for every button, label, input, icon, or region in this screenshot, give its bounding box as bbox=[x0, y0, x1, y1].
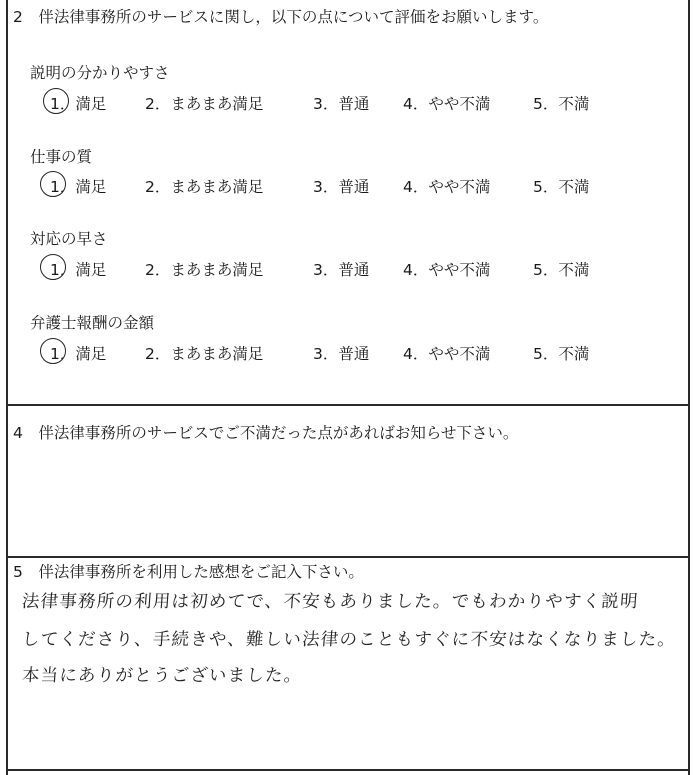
divider-q4-q5 bbox=[6, 556, 689, 558]
option-3[interactable]: 3．普通 bbox=[313, 95, 370, 113]
option-2[interactable]: 2．まあまあ満足 bbox=[145, 261, 264, 279]
option-1[interactable]: 1．満足 bbox=[50, 345, 107, 363]
option-4[interactable]: 4．やや不満 bbox=[403, 345, 491, 363]
rating-row bbox=[0, 256, 693, 278]
option-4[interactable]: 4．やや不満 bbox=[403, 261, 491, 279]
rating-row bbox=[0, 90, 693, 112]
option-3[interactable]: 3．普通 bbox=[313, 261, 370, 279]
option-5[interactable]: 5．不満 bbox=[533, 261, 590, 279]
option-4[interactable]: 4．やや不満 bbox=[403, 178, 491, 196]
option-5[interactable]: 5．不満 bbox=[533, 178, 590, 196]
q5-title: 5 伴法律事務所を利用した感想をご記入下さい。 bbox=[13, 563, 364, 581]
option-2[interactable]: 2．まあまあ満足 bbox=[145, 95, 264, 113]
rating-row bbox=[0, 173, 693, 195]
q2-item-label: 対応の早さ bbox=[30, 230, 108, 248]
option-2[interactable]: 2．まあまあ満足 bbox=[145, 178, 264, 196]
option-1[interactable]: 1．満足 bbox=[50, 261, 107, 279]
border-left bbox=[6, 0, 8, 775]
option-3[interactable]: 3．普通 bbox=[313, 178, 370, 196]
q4-title: 4 伴法律事務所のサービスでご不満だった点があればお知らせ下さい。 bbox=[13, 424, 519, 442]
q4-answer-area[interactable] bbox=[20, 450, 670, 546]
border-bottom bbox=[6, 769, 689, 771]
rating-row bbox=[0, 340, 693, 362]
q2-title: 2 伴法律事務所のサービスに関し，以下の点について評価をお願いします。 bbox=[13, 8, 549, 26]
handwritten-answer-line: 法律事務所の利用は初めてで、不安もありました。でもわかりやすく説明 bbox=[21, 592, 640, 612]
q2-item-label: 弁護士報酬の金額 bbox=[30, 314, 155, 332]
q2-item-label: 仕事の質 bbox=[30, 148, 93, 166]
option-1[interactable]: 1．満足 bbox=[50, 178, 107, 196]
border-right bbox=[688, 0, 690, 775]
handwritten-answer-line: 本当にありがとうございました。 bbox=[21, 666, 304, 686]
option-2[interactable]: 2．まあまあ満足 bbox=[145, 345, 264, 363]
option-4[interactable]: 4．やや不満 bbox=[403, 95, 491, 113]
option-3[interactable]: 3．普通 bbox=[313, 345, 370, 363]
option-5[interactable]: 5．不満 bbox=[533, 345, 590, 363]
divider-q2-q4 bbox=[6, 404, 689, 406]
handwritten-answer-line: してくださり、手続きや、難しい法律のこともすぐに不安はなくなりました。 bbox=[21, 630, 677, 650]
option-5[interactable]: 5．不満 bbox=[533, 95, 590, 113]
q2-item-label: 説明の分かりやすさ bbox=[30, 64, 170, 82]
option-1[interactable]: 1．満足 bbox=[50, 95, 107, 113]
